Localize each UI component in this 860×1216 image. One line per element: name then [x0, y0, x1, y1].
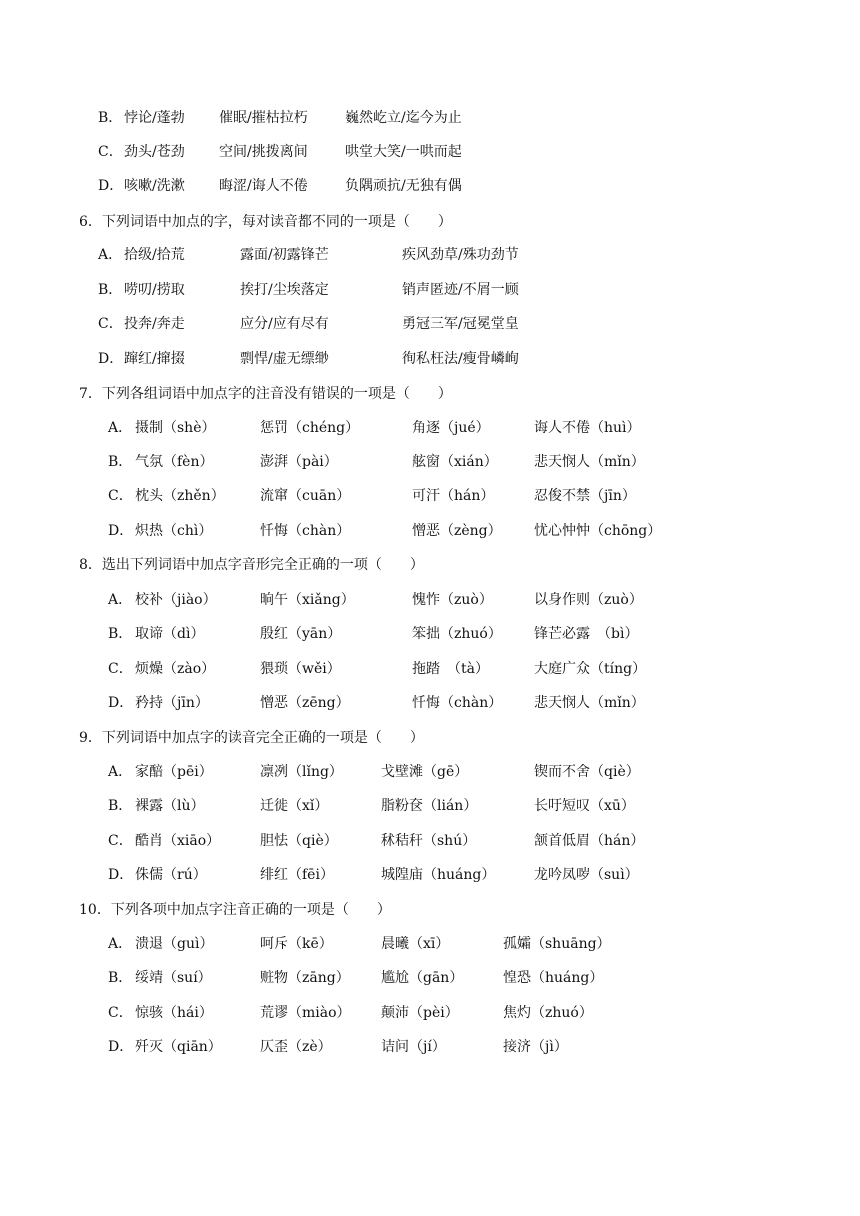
option-item: 悲天悯人（mǐn） [534, 454, 645, 470]
option-item: 投奔/奔走 [124, 316, 185, 332]
option-item: 歼灭（qiān） [135, 1039, 222, 1055]
option-item: 颔首低眉（hán） [534, 833, 645, 849]
question-8-stem: 8．选出下列词语中加点字音形完全正确的一项（ ） [79, 557, 424, 573]
option-item: 酷肖（xiāo） [135, 833, 221, 849]
option-label: D． [108, 695, 134, 711]
option-item: 殷红（yān） [260, 626, 342, 642]
option-item: 侏儒（rú） [135, 867, 207, 883]
option-label: C． [98, 144, 123, 160]
option-label: D． [108, 867, 134, 883]
option-item: 流窜（cuān） [260, 488, 351, 504]
option-item: 赃物（zāng） [260, 970, 350, 986]
option-item: 锲而不舍（qiè） [534, 764, 640, 780]
option-item: 锋芒必露 （bì） [534, 626, 639, 642]
option-item: 空间/挑拨离间 [219, 144, 308, 160]
option-item: 露面/初露锋芒 [240, 247, 329, 263]
option-item: 荒谬（miào） [260, 1005, 351, 1021]
option-item: 哄堂大笑/一哄而起 [345, 144, 462, 160]
option-item: 戈壁滩（gē） [381, 764, 469, 780]
option-item: 城隍庙（huáng） [381, 867, 496, 883]
option-label: A． [98, 247, 123, 263]
option-item: 晨曦（xī） [381, 936, 450, 952]
option-item: 猥琐（wěi） [260, 661, 341, 677]
option-item: 枕头（zhěn） [135, 488, 225, 504]
option-item: 长吁短叹（xū） [534, 798, 635, 814]
option-item: 焦灼（zhuó） [503, 1005, 593, 1021]
option-item: 龙吟凤哕（suì） [534, 867, 639, 883]
option-item: 愧怍（zuò） [412, 592, 493, 608]
option-item: 胆怯（qiè） [260, 833, 338, 849]
option-item: 咳嗽/洗漱 [124, 178, 185, 194]
option-label: B． [108, 970, 133, 986]
option-label: D． [98, 351, 124, 367]
option-item: 可汗（hán） [412, 488, 495, 504]
option-item: 负隅顽抗/无独有偶 [345, 178, 462, 194]
option-item: 催眠/摧枯拉朽 [219, 110, 308, 126]
option-item: 惶恐（huáng） [503, 970, 604, 986]
question-6-stem: 6．下列词语中加点的字，每对读音都不同的一项是（ ） [79, 214, 452, 230]
option-item: 迁徙（xǐ） [260, 798, 329, 814]
option-label: C． [98, 316, 123, 332]
option-label: A． [108, 936, 133, 952]
option-item: 角逐（jué） [412, 420, 490, 436]
option-label: B． [108, 798, 133, 814]
option-item: 气氛（fèn） [135, 454, 214, 470]
option-item: 晌午（xiǎng） [260, 592, 355, 608]
option-label: A． [108, 420, 133, 436]
option-item: 校补（jiào） [135, 592, 217, 608]
option-item: 惩罚（chéng） [260, 420, 360, 436]
option-item: 矜持（jīn） [135, 695, 209, 711]
option-item: 唠叨/捞取 [124, 282, 185, 298]
option-item: 忏悔（chàn） [260, 523, 351, 539]
option-item: 舷窗（xián） [412, 454, 498, 470]
option-item: 秫秸秆（shú） [381, 833, 477, 849]
option-label: C． [108, 661, 133, 677]
option-item: 凛冽（lǐng） [260, 764, 343, 780]
option-item: 勇冠三军/冠冕堂皇 [402, 316, 519, 332]
option-item: 接济（jì） [503, 1039, 568, 1055]
option-item: 拖踏 （tà） [412, 661, 489, 677]
option-item: 悖论/蓬勃 [124, 110, 185, 126]
option-label: D． [98, 178, 124, 194]
option-item: 憎恶（zèng） [412, 523, 502, 539]
option-item: 疾风劲草/殊功劲节 [402, 247, 519, 263]
option-item: 以身作则（zuò） [534, 592, 643, 608]
option-item: 摄制（shè） [135, 420, 216, 436]
option-item: 炽热（chì） [135, 523, 213, 539]
option-item: 悲天悯人（mǐn） [534, 695, 645, 711]
option-item: 拾级/拾荒 [124, 247, 185, 263]
option-label: B． [98, 282, 123, 298]
option-label: C． [108, 833, 133, 849]
option-item: 诘问（jí） [381, 1039, 446, 1055]
option-item: 诲人不倦（huì） [534, 420, 641, 436]
option-item: 溃退（guì） [135, 936, 214, 952]
option-item: 澎湃（pài） [260, 454, 338, 470]
option-item: 蹿红/撺掇 [124, 351, 185, 367]
option-item: 呵斥（kē） [260, 936, 333, 952]
option-item: 剽悍/虚无缥缈 [240, 351, 329, 367]
option-item: 孤孀（shuāng） [503, 936, 611, 952]
option-item: 忏悔（chàn） [412, 695, 503, 711]
option-item: 徇私枉法/瘦骨嶙峋 [402, 351, 519, 367]
option-item: 脂粉奁（lián） [381, 798, 478, 814]
option-label: A． [108, 764, 133, 780]
option-item: 烦燥（zào） [135, 661, 216, 677]
option-item: 仄歪（zè） [260, 1039, 332, 1055]
option-item: 尴尬（gān） [381, 970, 464, 986]
option-label: B． [108, 454, 133, 470]
option-label: B． [98, 110, 123, 126]
option-label: B． [108, 626, 133, 642]
option-item: 颠沛（pèi） [381, 1005, 459, 1021]
option-item: 应分/应有尽有 [240, 316, 329, 332]
option-label: A． [108, 592, 133, 608]
option-label: C． [108, 488, 133, 504]
question-10-stem: 10．下列各项中加点字注音正确的一项是（ ） [79, 902, 391, 918]
option-item: 家醅（pēi） [135, 764, 213, 780]
option-item: 晦涩/诲人不倦 [219, 178, 308, 194]
option-item: 销声匿迹/不屑一顾 [402, 282, 519, 298]
option-item: 大庭广众（tíng） [534, 661, 647, 677]
question-9-stem: 9．下列词语中加点字的读音完全正确的一项是（ ） [79, 730, 424, 746]
question-7-stem: 7．下列各组词语中加点字的注音没有错误的一项是（ ） [79, 386, 452, 402]
option-item: 惊骇（hái） [135, 1005, 213, 1021]
option-item: 取谛（dì） [135, 626, 205, 642]
option-item: 笨拙（zhuó） [412, 626, 502, 642]
option-item: 裸露（lù） [135, 798, 205, 814]
option-item: 绥靖（suí） [135, 970, 212, 986]
option-item: 憎恶（zēng） [260, 695, 350, 711]
option-item: 巍然屹立/迄今为止 [345, 110, 462, 126]
option-item: 忧心忡忡（chōng） [534, 523, 662, 539]
option-item: 忍俊不禁（jīn） [534, 488, 636, 504]
option-item: 绯红（fēi） [260, 867, 334, 883]
option-item: 挨打/尘埃落定 [240, 282, 329, 298]
option-label: D． [108, 523, 134, 539]
option-label: C． [108, 1005, 133, 1021]
option-label: D． [108, 1039, 134, 1055]
option-item: 劲头/苍劲 [124, 144, 185, 160]
